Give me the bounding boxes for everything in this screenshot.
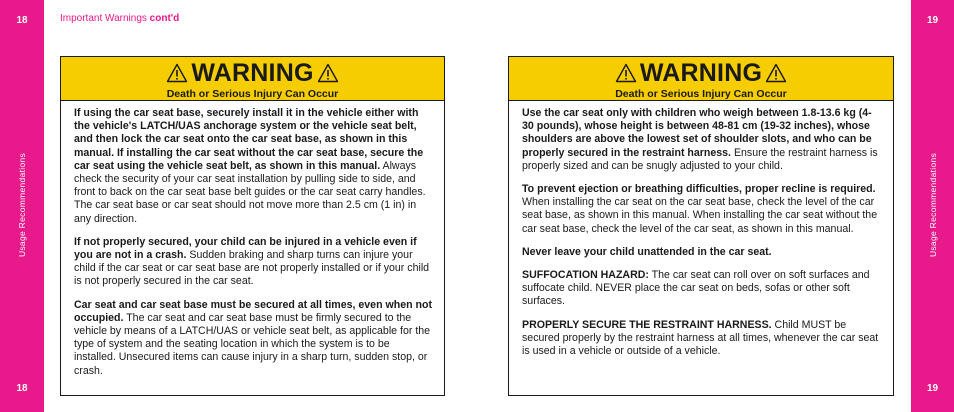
side-label-left: Usage Recommendations <box>17 152 27 258</box>
warning-triangle-icon <box>765 63 787 83</box>
warning-paragraph <box>522 269 883 309</box>
paragraph-bold: Never leave your child unattended in the car seat. <box>522 245 772 258</box>
page-number-bottom-left: 18 <box>16 383 28 394</box>
page-number-bottom-right: 19 <box>926 383 939 394</box>
paragraph-bold: If not properly secured, your child can be injured in a vehicle even if you are not in a crash. <box>74 235 417 262</box>
warning-paragraph <box>522 183 883 236</box>
right-side-bar <box>911 0 954 412</box>
paragraph-text: Ensure the restraint harness is properly sized and can be snugly adjusted to your child. <box>522 146 878 172</box>
page-number-top-left: 18 <box>16 15 28 26</box>
paragraph-bold: Use the car seat only with children who weigh between 1.8-13.6 kg (4-30 pounds), whose height is between 48-81 cm (19-32 inches), whose shoulders are above the lowest set of shoulder slots, and who can be properly secured in the restraint harness. <box>522 107 872 159</box>
paragraph-bold: If using the car seat base, securely install it in the vehicle either with the vehicle's LATCH/UAS anchorage system or the vehicle seat belt, and then lock the car seat onto the car seat base, as shown in this manual. If installing the car seat without the car seat base, secure the car seat using the vehicle seat belt, as shown in this manual. <box>74 107 424 172</box>
paragraph-text: The car seat and car seat base must be firmly secured to the vehicle by means of a LATCH/UAS or vehicle seat belt, as applicable for the type of system and the seating location in which the system is to be installed. Unsecured items can cause injury in a sharp turn, sudden stop, or crash. <box>74 311 431 377</box>
paragraph-text: The car seat can roll over on soft surfaces and suffocate child. NEVER place the car seat on beds, sofas or other soft surfaces. <box>522 269 870 308</box>
warning-subtitle-right: Death or Serious Injury Can Occur <box>615 88 787 100</box>
warning-title-right <box>615 60 787 86</box>
section-header <box>60 13 179 24</box>
side-label-right: Usage Recommendations <box>927 152 938 258</box>
warning-body-right <box>509 101 893 358</box>
warning-paragraph <box>522 107 883 173</box>
warning-body-left <box>61 101 444 378</box>
paragraph-text: Child MUST be secured properly by the restraint harness at all times, whenever the car seat is used in a vehicle or outside of a vehicle. <box>522 318 879 358</box>
section-header-bold: cont'd <box>149 13 180 24</box>
warning-title-text-right: WARNING <box>639 59 763 87</box>
warning-paragraph <box>74 107 434 226</box>
paragraph-bold: Car seat and car seat base must be secured at all times, even when not occupied. <box>74 298 432 324</box>
warning-box-left <box>60 56 445 396</box>
warning-paragraph <box>522 319 883 359</box>
warning-paragraph <box>74 236 434 289</box>
warning-triangle-icon <box>166 63 188 83</box>
warning-header-left <box>61 57 444 101</box>
warning-header-right <box>509 57 893 101</box>
warning-paragraph <box>74 299 434 378</box>
paragraph-text: When installing the car seat on the car seat base, check the level of the car seat base, as shown in this manual. When installing the car seat without the car seat base, check the level of the car seat, as shown in this manual. <box>522 196 878 235</box>
section-header-text: Important Warnings <box>60 13 150 24</box>
left-side-bar <box>0 0 44 412</box>
warning-title-left <box>166 60 338 86</box>
paragraph-bold: To prevent ejection or breathing difficulties, proper recline is required. <box>522 183 876 196</box>
paragraph-text: Always check the security of your car seat installation by pulling side to side, and front to back on the car seat base belt guides or the car seat carry handles. The car seat base or car seat should not move more than 2.5 cm (1 in) in any direction. <box>74 159 426 225</box>
paragraph-bold: PROPERLY SECURE THE RESTRAINT HARNESS. <box>522 318 772 331</box>
warning-box-right <box>508 56 894 396</box>
page-number-top-right: 19 <box>926 15 939 26</box>
paragraph-bold: SUFFOCATION HAZARD: <box>522 269 649 282</box>
warning-triangle-icon <box>317 63 339 83</box>
paragraph-text: Sudden braking and sharp turns can injure your child if the car seat or car seat base are not properly installed or if your child is not properly secured in the car seat. <box>74 249 430 288</box>
warning-subtitle-left: Death or Serious Injury Can Occur <box>166 88 339 100</box>
warning-triangle-icon <box>615 63 637 83</box>
warning-paragraph <box>522 246 883 259</box>
warning-title-text-left: WARNING <box>191 59 314 87</box>
